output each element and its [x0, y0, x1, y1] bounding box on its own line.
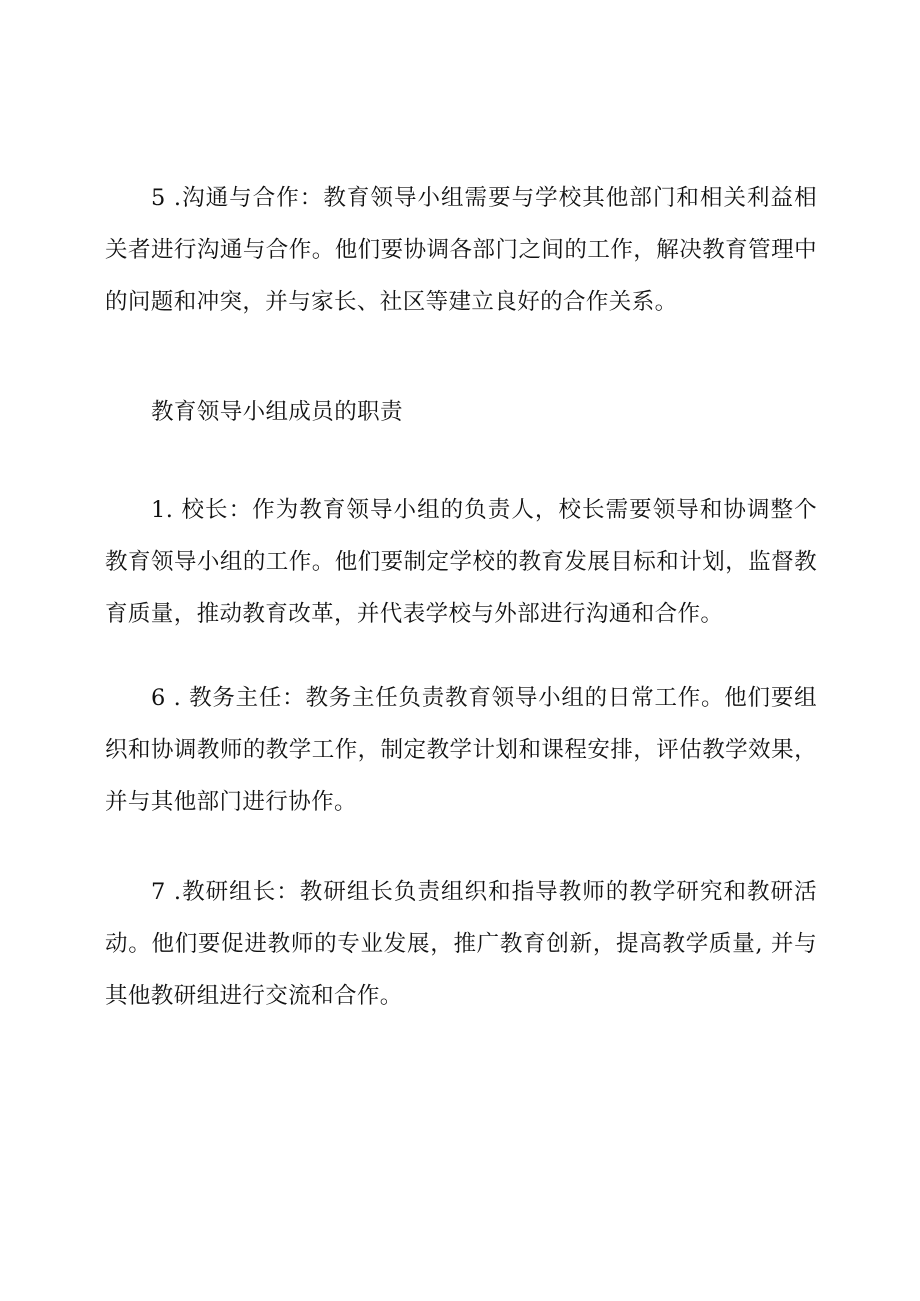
paragraph-research-leader: 7 .教研组长：教研组长负责组织和指导教师的教学研究和教研活动。他们要促进教师的专业发展，推广教育创新，提高教学质量, 并与其他教研组进行交流和合作。 — [105, 879, 817, 1009]
paragraph-principal: 1. 校长：作为教育领导小组的负责人，校长需要领导和协调整个教育领导小组的工作。他们要制定学校的教育发展目标和计划，监督教育质量，推动教育改革，并代表学校与外部进行沟通和合作。 — [105, 497, 817, 627]
paragraph-academic-director: 6 . 教务主任：教务主任负责教育领导小组的日常工作。他们要组织和协调教师的教学工作，制定教学计划和课程安排，评估教学效果，并与其他部门进行协作。 — [105, 685, 817, 815]
section-heading: 教育领导小组成员的职责 — [151, 399, 403, 425]
paragraph-communication: 5 .沟通与合作：教育领导小组需要与学校其他部门和相关利益相关者进行沟通与合作。他们要协调各部门之间的工作，解决教育管理中的问题和冲突，并与家长、社区等建立良好的合作关系。 — [105, 185, 817, 315]
